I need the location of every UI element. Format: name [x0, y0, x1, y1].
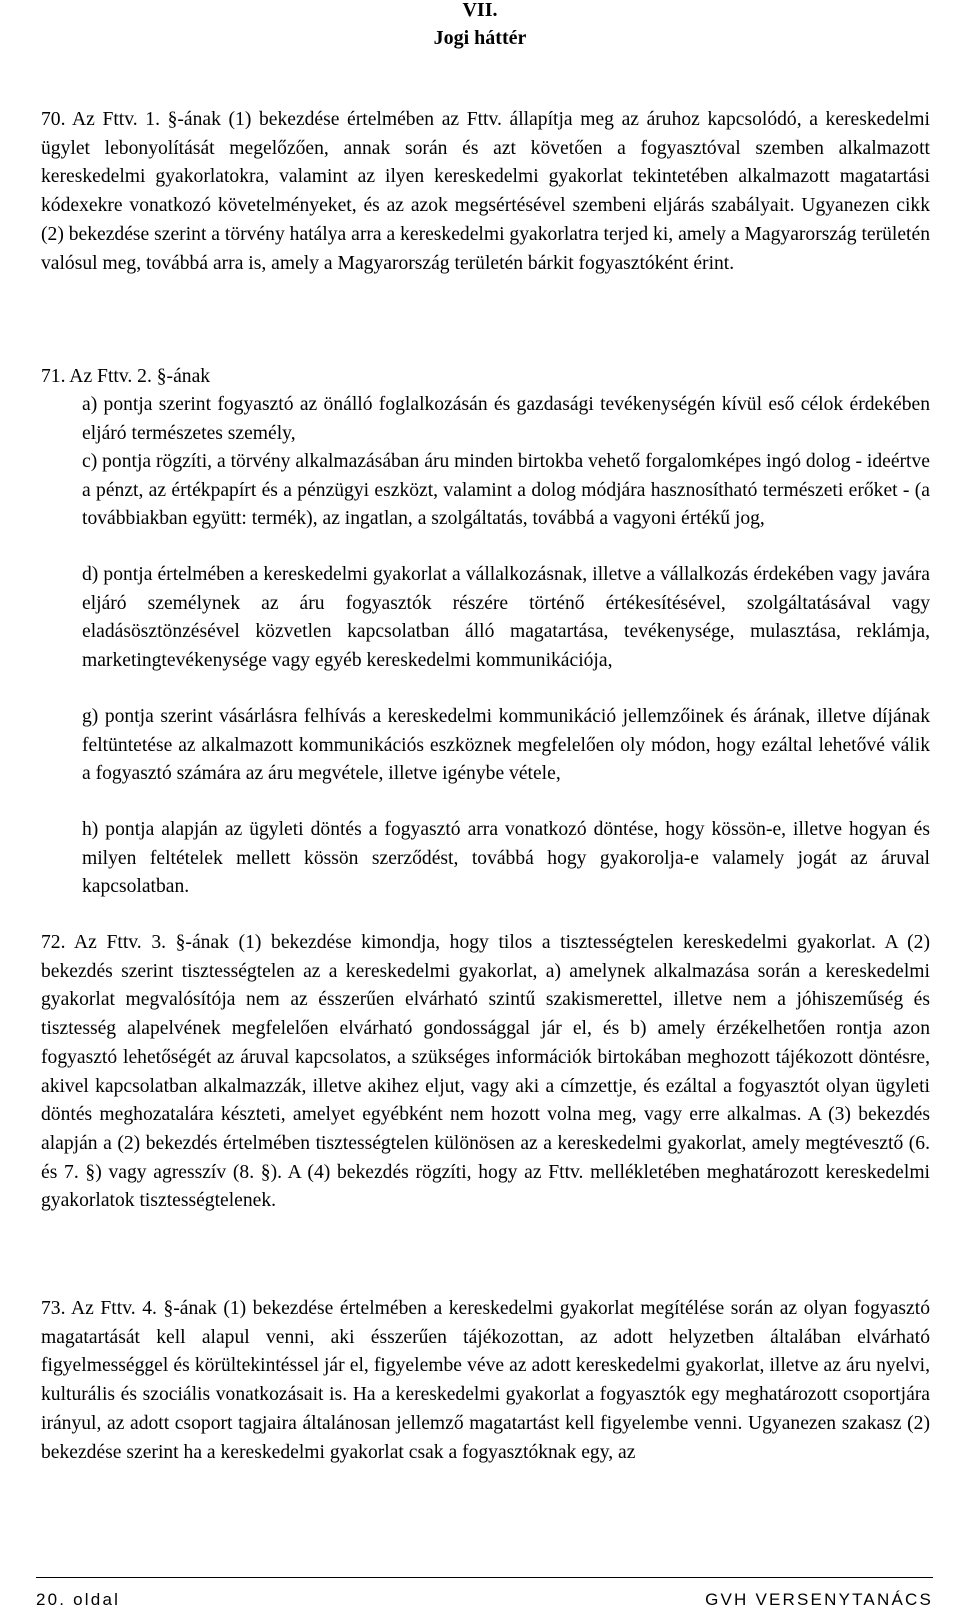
paragraph-71-point-h: h) pontja alapján az ügyleti döntés a fogyasztó arra vonatkozó döntése, hogy kössön-e, illetve hogyan és milyen feltételek mellett kössön szerződést, továbbá hogy gyakorolja-e valamely jogát az áruval kapcsolatban.	[82, 819, 930, 898]
chapter-title: Jogi háttér	[433, 27, 527, 49]
paragraph-71-point-c: c) pontja rögzíti, a törvény alkalmazásában áru minden birtokba vehető forgalomképes ingó dolog - ideértve a pénzt, az értékpapírt és a pénzügyi eszközt, valamint a dolog módjára hasznosítható természeti erőket - (a továbbiakban együtt: termék), az ingatlan, a szolgáltatás, továbbá a vagyoni értékű jog,	[82, 451, 930, 530]
page-footer	[36, 1588, 933, 1612]
paragraph-70: 70. Az Fttv. 1. §-ának (1) bekezdése értelmében az Fttv. állapítja meg az áruhoz kapcsolódó, a kereskedelmi ügylet lebonyolítását megelőzően, annak során és azt követően a fogyasztóval szemben alkalmazott kereskedelmi gyakorlatokra, valamint az ilyen kereskedelmi gyakorlat tekintetében alkalmazott magatartási kódexekre vonatkozó követelményeket, és az azok megsértésével szembeni eljárás szabályait. Ugyanezen cikk (2) bekezdése szerint a törvény hatálya arra a kereskedelmi gyakorlatra terjed ki, amely a Magyarország területén valósul meg, továbbá arra is, amely a Magyarország területén bárkit fogyasztóként érint.	[41, 109, 930, 274]
chapter-number: VII.	[462, 0, 498, 21]
footer-organization: GVH VERSENYTANÁCS	[705, 1590, 933, 1609]
paragraph-73: 73. Az Fttv. 4. §-ának (1) bekezdése értelmében a kereskedelmi gyakorlat megítélése során az olyan fogyasztó magatartását kell alapul venni, aki ésszerűen tájékozottan, az adott helyzetben általában elvárható figyelmességgel és körültekintéssel jár el, figyelembe véve az adott kereskedelmi gyakorlat, illetve az áru nyelvi, kulturális és szociális vonatkozásait is. Ha a kereskedelmi gyakorlat a fogyasztók egy meghatározott csoportjára irányul, az adott csoport tagjaira általánosan jellemző magatartást kell figyelembe venni. Ugyanezen szakasz (2) bekezdése szerint ha a kereskedelmi gyakorlat csak a fogyasztóknak egy, az	[41, 1298, 930, 1463]
paragraph-71-intro: 71. Az Fttv. 2. §-ának	[41, 366, 211, 387]
paragraph-72: 72. Az Fttv. 3. §-ának (1) bekezdése kimondja, hogy tilos a tisztességtelen kereskedelmi gyakorlat. A (2) bekezdés szerint tisztességtelen az a kereskedelmi gyakorlat, a) amelynek alkalmazása során a kereskedelmi gyakorlat megvalósítója nem az ésszerűen elvárható szintű szakismerettel, illetve nem a jóhiszeműség és tisztesség alapelvének megfelelően elvárható gondossággal jár el, és b) amely érzékelhetően rontja azon fogyasztó lehetőségét az áruval kapcsolatos, a szükséges információk birtokában meghozott tájékozott döntésre, akivel kapcsolatban alkalmazzák, illetve akihez eljut, vagy aki a címzettje, és ezáltal a fogyasztót olyan ügyleti döntés meghozatalára készteti, amelyet egyébként nem hozott volna meg, vagy erre alkalmas. A (3) bekezdés alapján a (2) bekezdés értelmében tisztességtelen különösen az a kereskedelmi gyakorlat, amely megtévesztő (6. és 7. §) vagy agresszív (8. §). A (4) bekezdés rögzíti, hogy az Fttv. mellékletében meghatározott kereskedelmi gyakorlatok tisztességtelenek.	[41, 932, 930, 1212]
paragraph-71-point-d: d) pontja értelmében a kereskedelmi gyakorlat a vállalkozásnak, illetve a vállalkozás érdekében vagy javára eljáró személynek az áru fogyasztók részére történő értékesítésével, szolgáltatásával vagy eladásösztönzésével közvetlen kapcsolatban álló magatartása, tevékenysége, mulasztása, reklámja, marketingtevékenysége vagy egyéb kereskedelmi kommunikációja,	[82, 564, 930, 672]
footer-divider	[36, 1577, 933, 1578]
page-number: 20. oldal	[36, 1590, 121, 1609]
paragraph-71-point-g: g) pontja szerint vásárlásra felhívás a kereskedelmi kommunikáció jellemzőinek és árának, illetve díjának feltüntetése az alkalmazott kommunikációs eszköznek megfelelően oly módon, hogy ezáltal lehetővé válik a fogyasztó számára az áru megvétele, illetve igénybe vétele,	[82, 706, 930, 785]
paragraph-71-point-a: a) pontja szerint fogyasztó az önálló foglalkozásán és gazdasági tevékenységén kívül eső célok érdekében eljáró természetes személy,	[82, 394, 930, 444]
